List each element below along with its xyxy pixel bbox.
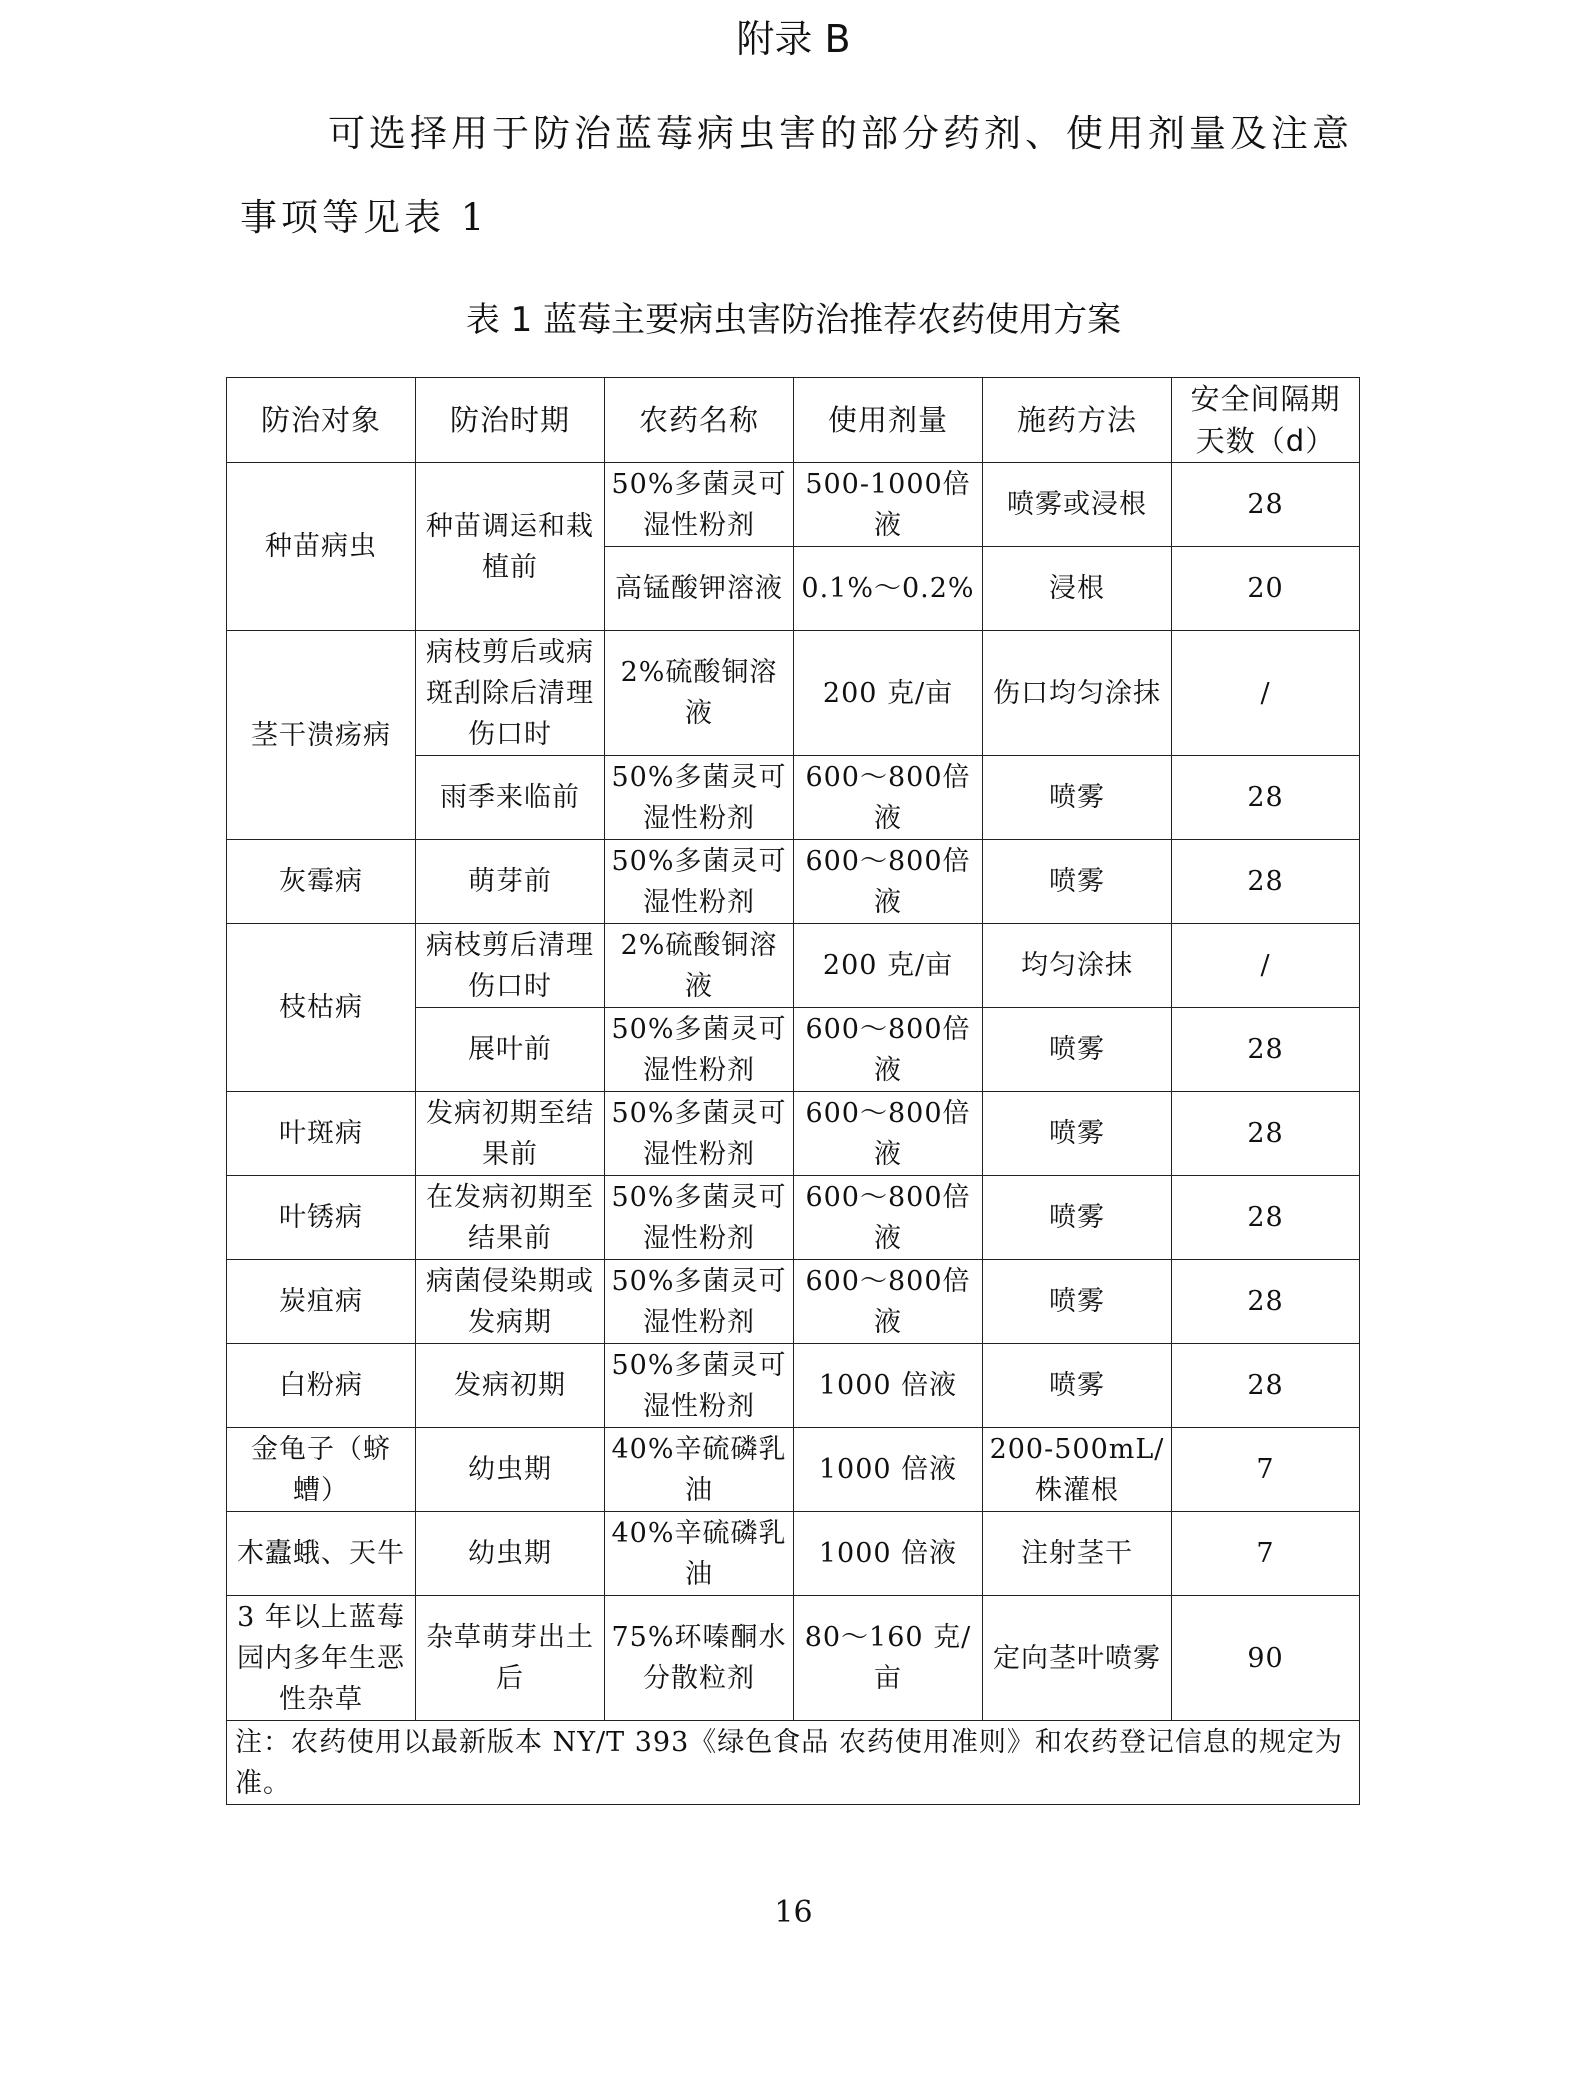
intro-text: 可选择用于防治蓝莓病虫害的部分药剂、使用剂量及注意事项等见表 1 xyxy=(240,112,1353,239)
interval-cell: 28 xyxy=(1172,1260,1360,1344)
header-method: 施药方法 xyxy=(983,378,1172,463)
table-row xyxy=(227,463,1360,547)
target-cell: 炭疽病 xyxy=(227,1260,416,1344)
pesticide-cell: 2%硫酸铜溶液 xyxy=(605,631,794,756)
dose-cell: 600～800倍液 xyxy=(794,756,983,840)
period-cell: 幼虫期 xyxy=(416,1512,605,1596)
method-cell: 喷雾 xyxy=(983,1260,1172,1344)
pesticide-cell: 50%多菌灵可湿性粉剂 xyxy=(605,1344,794,1428)
table-row xyxy=(227,840,1360,924)
target-cell: 枝枯病 xyxy=(227,924,416,1092)
table-row xyxy=(227,1596,1360,1721)
target-cell: 叶斑病 xyxy=(227,1092,416,1176)
period-cell: 发病初期至结果前 xyxy=(416,1092,605,1176)
interval-cell: / xyxy=(1172,631,1360,756)
interval-cell: 90 xyxy=(1172,1596,1360,1721)
target-cell: 叶锈病 xyxy=(227,1176,416,1260)
dose-cell: 80～160 克/亩 xyxy=(794,1596,983,1721)
dose-cell: 600～800倍液 xyxy=(794,1008,983,1092)
dose-cell: 0.1%～0.2% xyxy=(794,547,983,631)
method-cell: 喷雾或浸根 xyxy=(983,463,1172,547)
interval-cell: 28 xyxy=(1172,1092,1360,1176)
interval-cell: 28 xyxy=(1172,1008,1360,1092)
period-cell: 萌芽前 xyxy=(416,840,605,924)
method-cell: 喷雾 xyxy=(983,1092,1172,1176)
method-cell: 浸根 xyxy=(983,547,1172,631)
pesticide-plan-table xyxy=(226,377,1360,1805)
header-target: 防治对象 xyxy=(227,378,416,463)
period-cell: 杂草萌芽出土后 xyxy=(416,1596,605,1721)
pesticide-cell: 2%硫酸铜溶液 xyxy=(605,924,794,1008)
period-cell: 雨季来临前 xyxy=(416,756,605,840)
table-header-row xyxy=(227,378,1360,463)
table-row xyxy=(227,1512,1360,1596)
header-dose: 使用剂量 xyxy=(794,378,983,463)
period-cell: 在发病初期至结果前 xyxy=(416,1176,605,1260)
dose-cell: 500-1000倍液 xyxy=(794,463,983,547)
table-note-row xyxy=(227,1721,1360,1805)
table-row xyxy=(227,1428,1360,1512)
period-cell: 展叶前 xyxy=(416,1008,605,1092)
target-cell: 灰霉病 xyxy=(227,840,416,924)
interval-cell: 20 xyxy=(1172,547,1360,631)
table-caption: 表 1 蓝莓主要病虫害防治推荐农药使用方案 xyxy=(465,300,1122,340)
dose-cell: 200 克/亩 xyxy=(794,631,983,756)
pesticide-cell: 50%多菌灵可湿性粉剂 xyxy=(605,463,794,547)
table-row xyxy=(227,1260,1360,1344)
dose-cell: 1000 倍液 xyxy=(794,1512,983,1596)
interval-cell: 7 xyxy=(1172,1512,1360,1596)
dose-cell: 1000 倍液 xyxy=(794,1344,983,1428)
method-cell: 均匀涂抹 xyxy=(983,924,1172,1008)
dose-cell: 600～800倍液 xyxy=(794,1260,983,1344)
table-note: 注：农药使用以最新版本 NY/T 393《绿色食品 农药使用准则》和农药登记信息的规定为准。 xyxy=(227,1721,1360,1805)
appendix-title: 附录 B xyxy=(736,17,851,61)
dose-cell: 600～800倍液 xyxy=(794,840,983,924)
header-interval: 安全间隔期天数（d） xyxy=(1172,378,1360,463)
table-row xyxy=(227,1092,1360,1176)
pesticide-cell: 高锰酸钾溶液 xyxy=(605,547,794,631)
intro-paragraph xyxy=(240,92,1360,260)
target-cell: 3 年以上蓝莓园内多年生恶性杂草 xyxy=(227,1596,416,1721)
dose-cell: 200 克/亩 xyxy=(794,924,983,1008)
dose-cell: 600～800倍液 xyxy=(794,1092,983,1176)
period-cell: 病枝剪后清理伤口时 xyxy=(416,924,605,1008)
header-period: 防治时期 xyxy=(416,378,605,463)
dose-cell: 1000 倍液 xyxy=(794,1428,983,1512)
table-row xyxy=(227,1344,1360,1428)
target-cell: 木蠹蛾、天牛 xyxy=(227,1512,416,1596)
method-cell: 喷雾 xyxy=(983,756,1172,840)
method-cell: 喷雾 xyxy=(983,1176,1172,1260)
interval-cell: 28 xyxy=(1172,1176,1360,1260)
pesticide-cell: 50%多菌灵可湿性粉剂 xyxy=(605,1176,794,1260)
table-row xyxy=(227,924,1360,1008)
period-cell: 幼虫期 xyxy=(416,1428,605,1512)
interval-cell: 28 xyxy=(1172,463,1360,547)
pesticide-cell: 50%多菌灵可湿性粉剂 xyxy=(605,1260,794,1344)
pesticide-cell: 40%辛硫磷乳油 xyxy=(605,1512,794,1596)
method-cell: 喷雾 xyxy=(983,840,1172,924)
method-cell: 注射茎干 xyxy=(983,1512,1172,1596)
interval-cell: / xyxy=(1172,924,1360,1008)
pesticide-cell: 50%多菌灵可湿性粉剂 xyxy=(605,1092,794,1176)
target-cell: 茎干溃疡病 xyxy=(227,631,416,840)
period-cell: 病菌侵染期或发病期 xyxy=(416,1260,605,1344)
period-cell: 病枝剪后或病斑刮除后清理伤口时 xyxy=(416,631,605,756)
target-cell: 种苗病虫 xyxy=(227,463,416,631)
interval-cell: 28 xyxy=(1172,1344,1360,1428)
interval-cell: 28 xyxy=(1172,756,1360,840)
pesticide-cell: 40%辛硫磷乳油 xyxy=(605,1428,794,1512)
dose-cell: 600～800倍液 xyxy=(794,1176,983,1260)
pesticide-cell: 50%多菌灵可湿性粉剂 xyxy=(605,1008,794,1092)
method-cell: 喷雾 xyxy=(983,1008,1172,1092)
target-cell: 金龟子（蛴螬） xyxy=(227,1428,416,1512)
period-cell: 发病初期 xyxy=(416,1344,605,1428)
pesticide-cell: 75%环嗪酮水分散粒剂 xyxy=(605,1596,794,1721)
table-row xyxy=(227,631,1360,756)
table-row xyxy=(227,1176,1360,1260)
pesticide-cell: 50%多菌灵可湿性粉剂 xyxy=(605,840,794,924)
pesticide-cell: 50%多菌灵可湿性粉剂 xyxy=(605,756,794,840)
method-cell: 200-500mL/株灌根 xyxy=(983,1428,1172,1512)
method-cell: 喷雾 xyxy=(983,1344,1172,1428)
interval-cell: 28 xyxy=(1172,840,1360,924)
period-cell: 种苗调运和栽植前 xyxy=(416,463,605,631)
header-pesticide: 农药名称 xyxy=(605,378,794,463)
method-cell: 伤口均匀涂抹 xyxy=(983,631,1172,756)
interval-cell: 7 xyxy=(1172,1428,1360,1512)
method-cell: 定向茎叶喷雾 xyxy=(983,1596,1172,1721)
page-number: 16 xyxy=(774,1895,813,1930)
target-cell: 白粉病 xyxy=(227,1344,416,1428)
